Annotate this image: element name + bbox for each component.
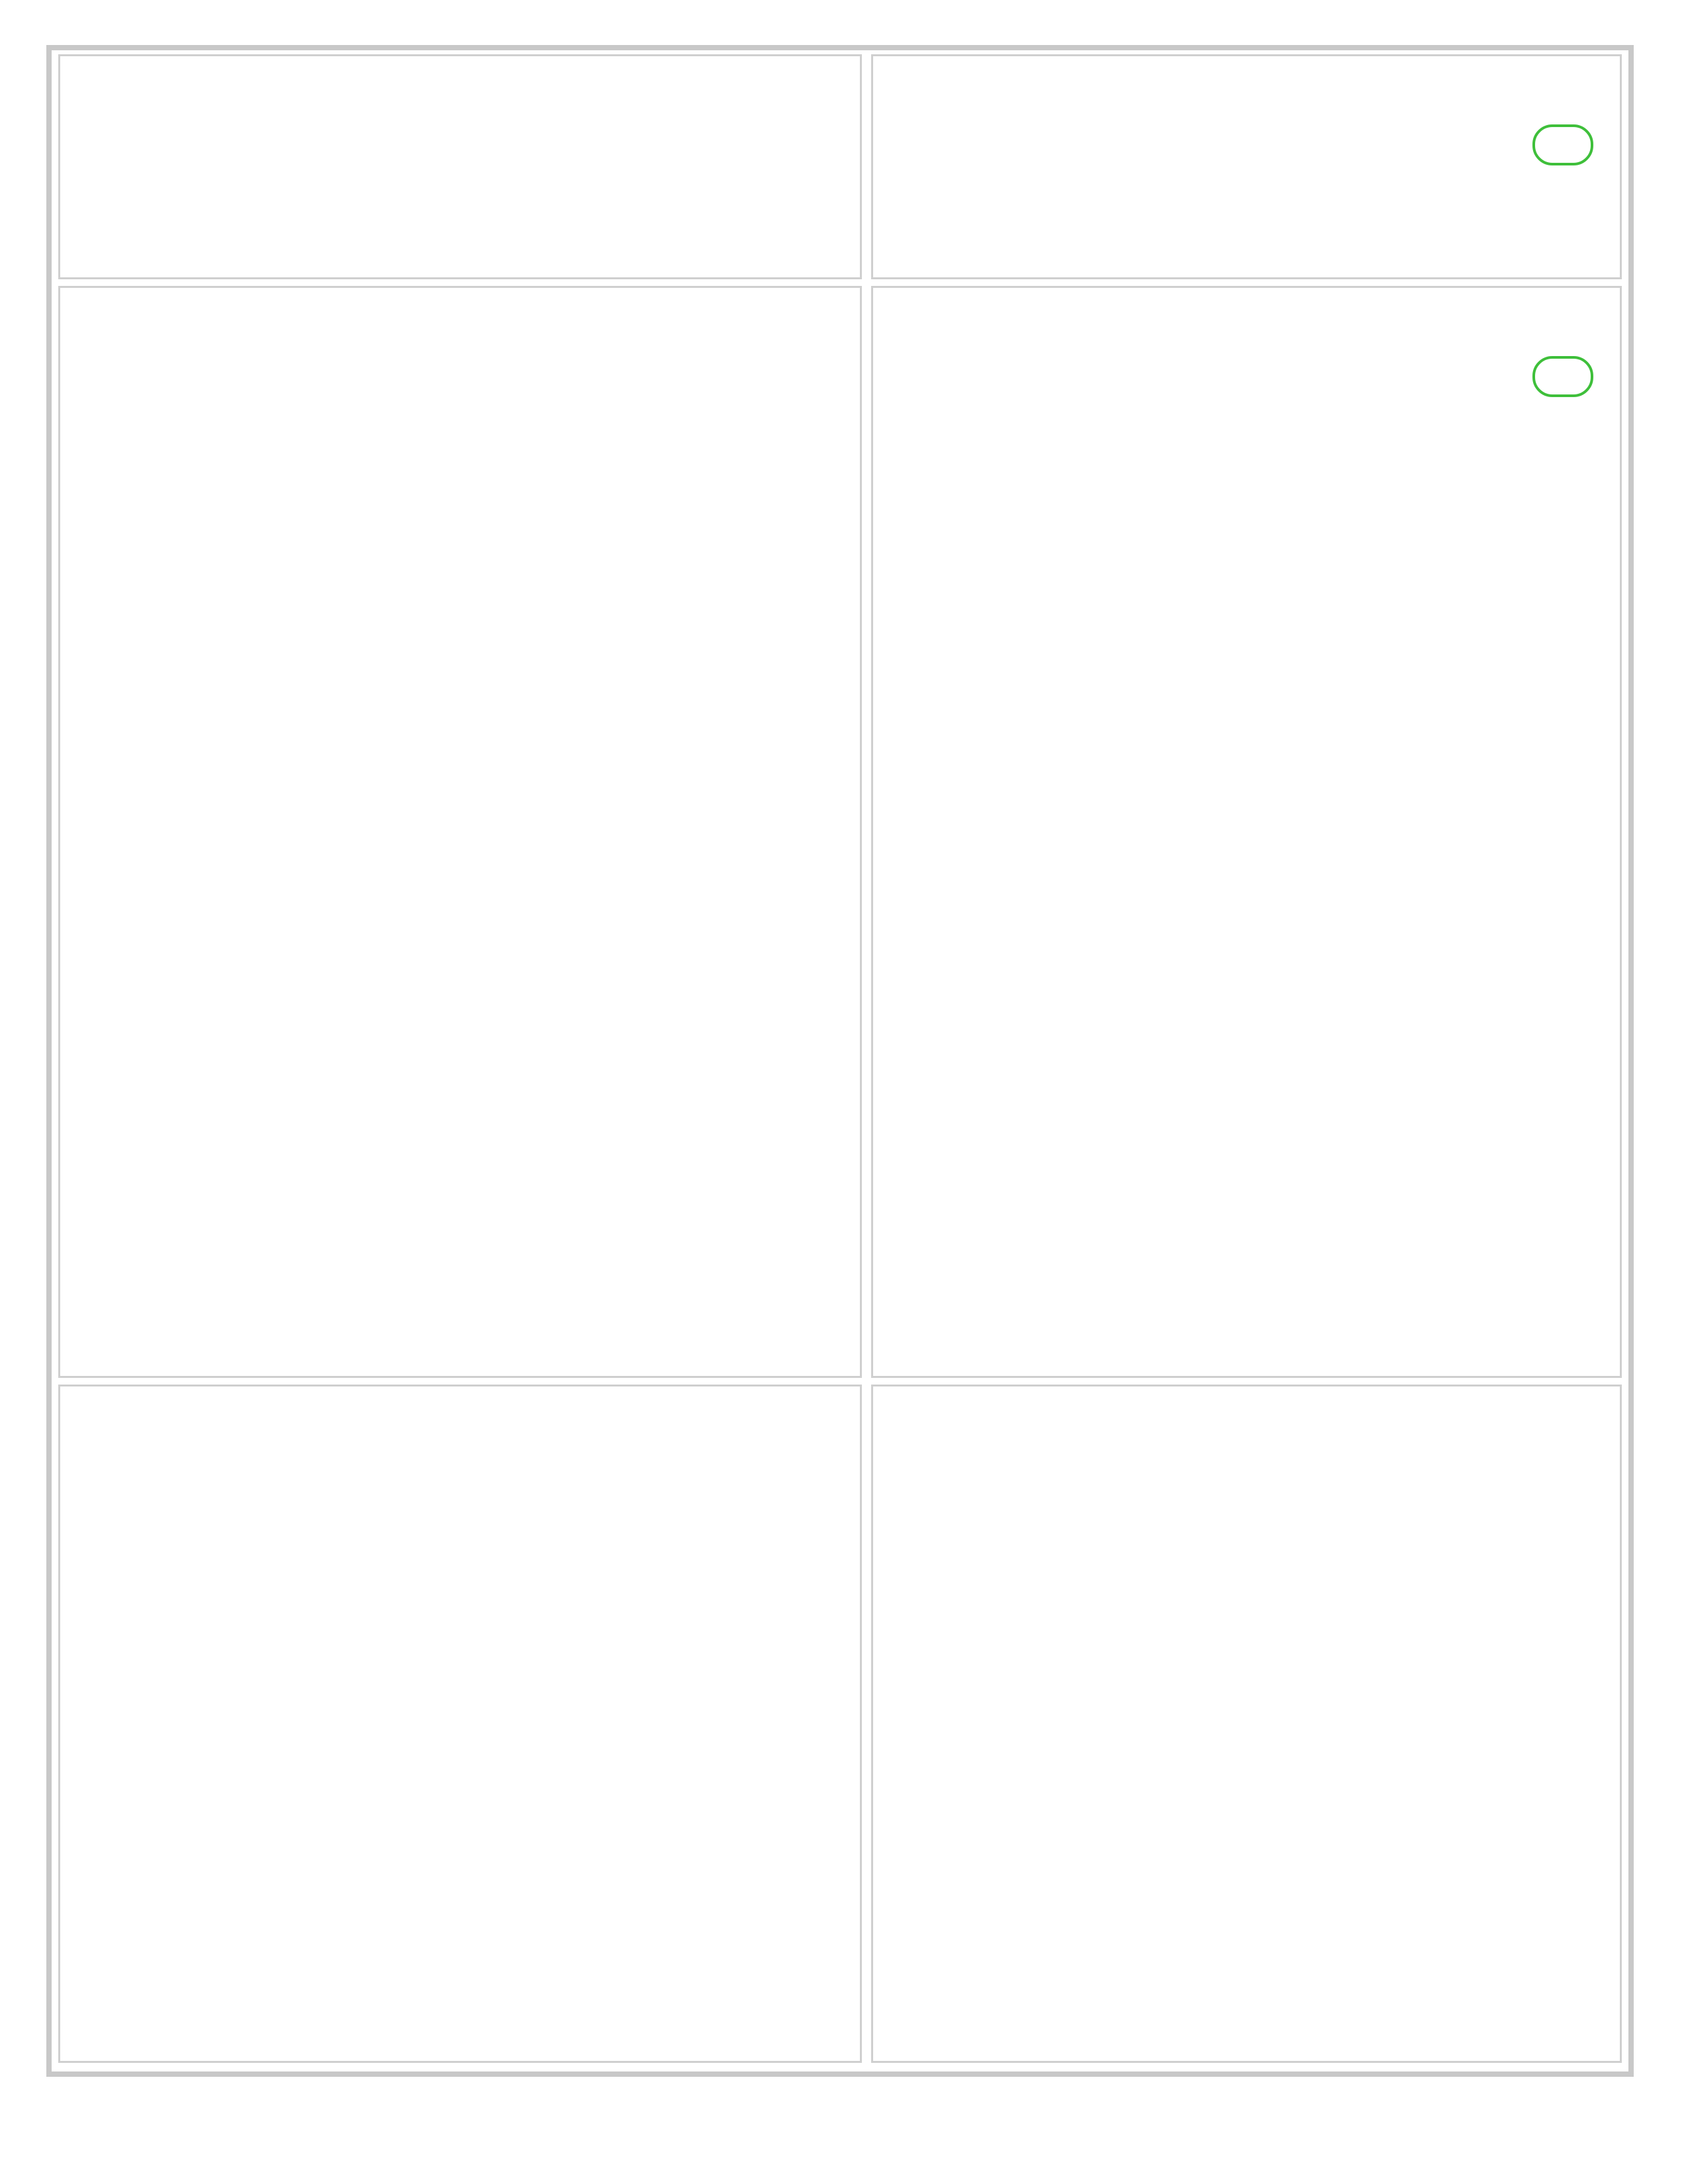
star-border-bottom xyxy=(0,2150,1688,2184)
star-border-right xyxy=(1654,34,1688,2150)
translation-table xyxy=(46,45,1634,2077)
english-cell xyxy=(58,1385,862,2063)
english-cell xyxy=(58,54,862,279)
star-border-top xyxy=(0,0,1688,34)
verse-row-45 xyxy=(58,286,1622,1378)
arabic-verse xyxy=(886,68,1600,194)
arabic-cell xyxy=(871,286,1622,1378)
star-border-left xyxy=(0,34,34,2150)
verse-row-46 xyxy=(58,1385,1622,2063)
arabic-cell xyxy=(871,1385,1622,2063)
ayah-number-marker xyxy=(1532,124,1593,165)
english-cell xyxy=(58,286,862,1378)
arabic-verse xyxy=(886,300,1600,445)
arabic-cell xyxy=(871,54,1622,279)
verse-row-44-continued xyxy=(58,54,1622,279)
ayah-number-marker xyxy=(1532,356,1593,397)
